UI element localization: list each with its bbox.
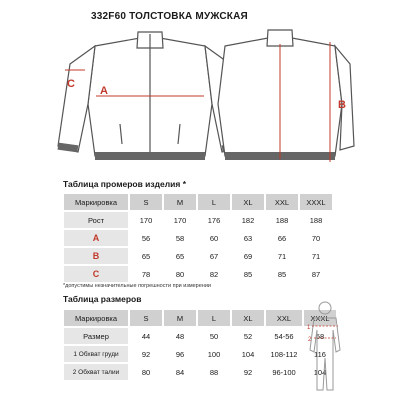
- col-header: L: [198, 194, 230, 210]
- table-row: [64, 212, 332, 228]
- table-cell: 58: [304, 328, 336, 344]
- table-cell: 96: [164, 346, 196, 362]
- col-header: L: [198, 310, 230, 326]
- table-cell: 70: [300, 230, 332, 246]
- table-header-row: [64, 194, 332, 210]
- table-cell: 188: [300, 212, 332, 228]
- table-cell: 80: [130, 364, 162, 380]
- table-header-row: [64, 310, 336, 326]
- table-row: [64, 364, 336, 380]
- body-figure-icon: [300, 300, 350, 395]
- table-row: [64, 346, 336, 362]
- measure-footnote: *допустимы незначительные погрешности при измерении: [63, 283, 211, 289]
- table-cell: 58: [164, 230, 196, 246]
- table-cell: 182: [232, 212, 264, 228]
- table-cell: 63: [232, 230, 264, 246]
- measure-table-title: Таблица промеров изделия *: [63, 179, 187, 189]
- table-cell: 80: [164, 266, 196, 282]
- col-header: S: [130, 310, 162, 326]
- table-cell: 52: [232, 328, 264, 344]
- col-header: XXL: [266, 194, 298, 210]
- table-cell: 96-100: [266, 364, 302, 380]
- table-cell: 92: [130, 346, 162, 362]
- row-label: 2 Обхват талии: [64, 364, 128, 380]
- table-cell: 170: [164, 212, 196, 228]
- table-cell: 48: [164, 328, 196, 344]
- dimension-c-label: C: [67, 78, 75, 90]
- table-cell: 66: [266, 230, 298, 246]
- table-cell: 170: [130, 212, 162, 228]
- table-cell: 71: [300, 248, 332, 264]
- col-header: Маркировка: [64, 194, 128, 210]
- col-header: Маркировка: [64, 310, 128, 326]
- table-row: [64, 266, 332, 282]
- table-cell: 50: [198, 328, 230, 344]
- table-cell: 116: [304, 346, 336, 362]
- back-view: [200, 30, 354, 156]
- figure-mark-2: 2: [308, 337, 312, 343]
- size-table-title: Таблица размеров: [63, 294, 142, 304]
- table-cell: 82: [198, 266, 230, 282]
- table-cell: 100: [198, 346, 230, 362]
- table-cell: 84: [164, 364, 196, 380]
- dimension-b-label: B: [338, 99, 346, 111]
- col-header: S: [130, 194, 162, 210]
- table-cell: 188: [266, 212, 298, 228]
- col-header: XXXL: [304, 310, 336, 326]
- size-table: [62, 308, 338, 382]
- row-label: B: [64, 248, 128, 264]
- measure-table: [62, 192, 334, 284]
- table-cell: 60: [198, 230, 230, 246]
- table-cell: 78: [130, 266, 162, 282]
- product-title: 332F60 ТОЛСТОВКА МУЖСКАЯ: [91, 11, 248, 22]
- row-label: Рост: [64, 212, 128, 228]
- table-cell: 104: [232, 346, 264, 362]
- table-cell: 85: [266, 266, 298, 282]
- col-header: M: [164, 310, 196, 326]
- table-cell: 67: [198, 248, 230, 264]
- table-cell: 54-56: [266, 328, 302, 344]
- col-header: XXL: [266, 310, 302, 326]
- row-label: 1 Обхват груди: [64, 346, 128, 362]
- table-cell: 69: [232, 248, 264, 264]
- table-cell: 56: [130, 230, 162, 246]
- garment-diagram: [0, 24, 400, 174]
- table-cell: 44: [130, 328, 162, 344]
- col-header: XL: [232, 310, 264, 326]
- table-cell: 104: [304, 364, 336, 380]
- table-row: [64, 248, 332, 264]
- table-row: [64, 328, 336, 344]
- col-header: M: [164, 194, 196, 210]
- row-label: Размер: [64, 328, 128, 344]
- row-label: C: [64, 266, 128, 282]
- table-cell: 92: [232, 364, 264, 380]
- table-cell: 85: [232, 266, 264, 282]
- dimension-a-label: A: [100, 85, 108, 97]
- col-header: XL: [232, 194, 264, 210]
- col-header: XXXL: [300, 194, 332, 210]
- front-hem: [95, 152, 205, 160]
- figure-mark-1: 1: [307, 325, 311, 331]
- row-label: A: [64, 230, 128, 246]
- table-cell: 65: [130, 248, 162, 264]
- table-cell: 88: [198, 364, 230, 380]
- table-cell: 176: [198, 212, 230, 228]
- table-cell: 108-112: [266, 346, 302, 362]
- table-row: [64, 230, 332, 246]
- table-cell: 65: [164, 248, 196, 264]
- table-cell: 71: [266, 248, 298, 264]
- table-cell: 87: [300, 266, 332, 282]
